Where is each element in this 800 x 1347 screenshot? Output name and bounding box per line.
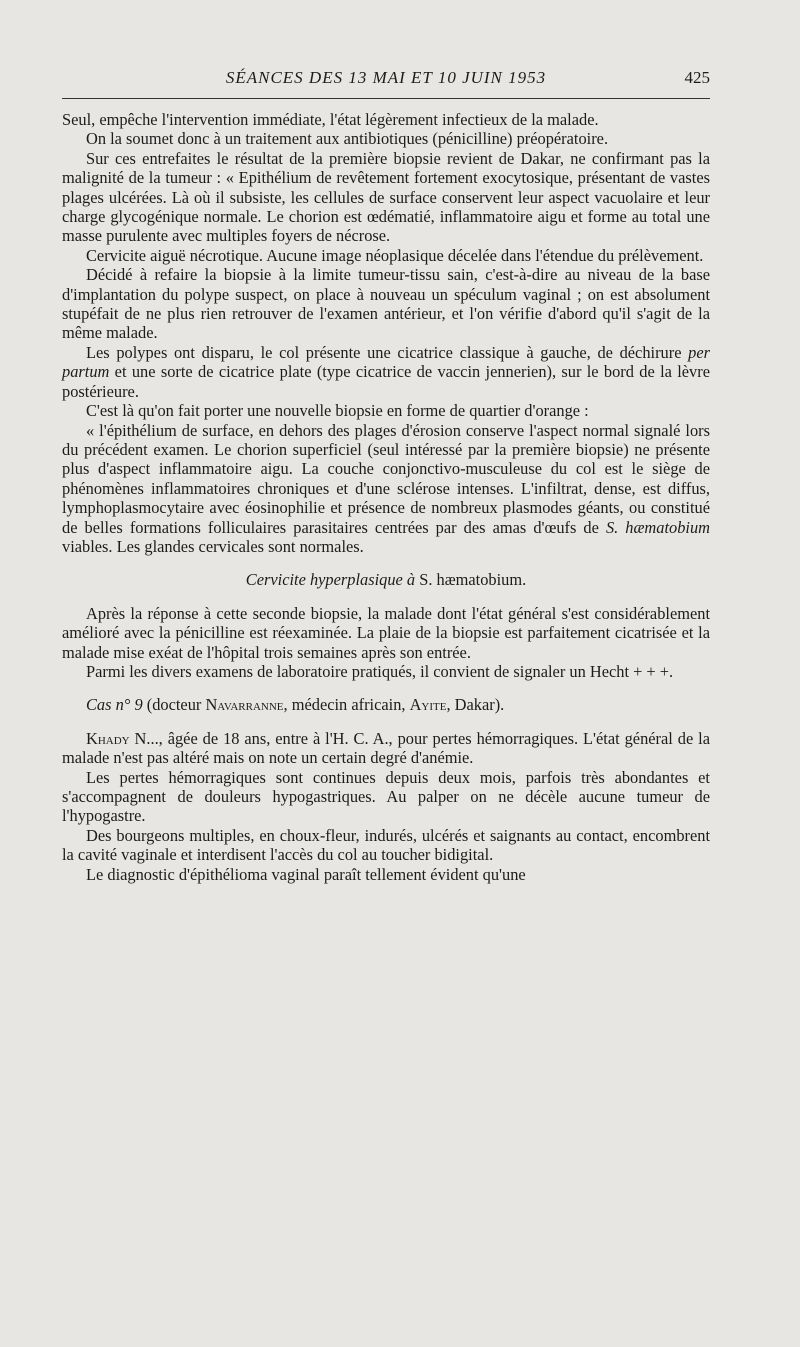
case-heading-c: , Dakar). <box>446 695 505 715</box>
paragraph-8 <box>62 421 710 557</box>
paragraph-7: C'est là qu'on fait porter une nouvelle biopsie en forme de quartier d'orange : <box>86 401 589 421</box>
case-heading-b: , médecin africain, <box>283 695 410 715</box>
paragraph-8-text-b: viables. Les glandes cervicales sont normales. <box>62 536 364 556</box>
paragraph-1: Seul, empêche l'intervention immédiate, l'état légèrement infectieux de la malade. <box>62 110 599 129</box>
paragraph-6-text-b: et une sorte de cicatrice plate (type cicatrice de vaccin jennerien), sur le bord de la lèvre postérieure. <box>62 362 710 401</box>
section-heading-cervicite <box>62 570 710 589</box>
case-heading-a: (docteur <box>142 695 206 715</box>
paragraph-8-text-a: « l'épithélium de surface, en dehors des plages d'érosion conserve l'aspect normal signalé lors du précédent examen. Le chorion superficiel (seul intéressé par la première biopsie) ne présente plus d'aspect inflammatoire aigu. La couche conjonctivo-musculeuse du col est le siège de phénomènes inflammatoires chroniques et d'une sclérose intenses. L'infiltrat, dense, est diffus, lymphoplasmocytaire avec éosinophilie et présence de nombreux plasmodes géants, ou constitué de belles formations folliculaires parasitaires centrées par des amas d'œufs de <box>62 420 710 537</box>
paragraph-6 <box>62 343 710 401</box>
paragraph-6-italic: per partum <box>62 342 710 382</box>
paragraph-14: Le diagnostic d'épithélioma vaginal paraît tellement évident qu'une <box>86 864 526 884</box>
section-heading-rest: S. hæmatobium. <box>415 570 527 590</box>
section-heading-italic: Cervicite hyperplasique à <box>245 570 416 590</box>
paragraph-3: Sur ces entrefaites le résultat de la première biopsie revient de Dakar, ne confirmant pas la malignité de la tumeur : « Epithélium de revêtement fortement exocytosique, présentant de vastes plages ulcérées. Là où il subsiste, les cellules de surface conservent leur aspect vacuolaire et leur charge glycogénique normale. Le chorion est œdématié, inflammatoire aigu et forme au total une masse purulente avec multiples foyers de nécrose. <box>62 148 710 246</box>
case-heading <box>86 695 710 714</box>
patient-name: Khady <box>86 728 130 748</box>
paragraph-13: Des bourgeons multiples, en choux-fleur, indurés, ulcérés et saignants au contact, encombrent la cavité vaginale et interdisent l'accès du col au toucher bidigital. <box>62 825 710 865</box>
paragraph-6-text-a: Les polypes ont disparu, le col présente une cicatrice classique à gauche, de déchirure <box>86 342 689 362</box>
paragraph-10: Parmi les divers examens de laboratoire pratiqués, il convient de signaler un Hecht + + +. <box>86 661 674 681</box>
case-number: Cas n° 9 <box>86 695 143 715</box>
case-second-name: Ayite <box>409 695 447 715</box>
paragraph-5: Décidé à refaire la biopsie à la limite tumeur-tissu sain, c'est-à-dire au niveau de la base d'implantation du polype suspect, on place à nouveau un spéculum vaginal ; on est absolument stupéfait de ne plus rien retrouver de l'examen antérieur, et l'on vérifie d'abord qu'il s'agit de la même malade. <box>62 265 710 343</box>
paragraph-11 <box>62 729 710 768</box>
body-text <box>62 110 710 884</box>
running-title: SÉANCES DES 13 MAI ET 10 JUIN 1953 <box>225 68 547 87</box>
page-number: 425 <box>684 68 710 87</box>
paragraph-11-text: N..., âgée de 18 ans, entre à l'H. C. A., pour pertes hémorragiques. L'état général de la malade n'est pas altéré mais on note un certain degré d'anémie. <box>62 728 710 768</box>
paragraph-4: Cervicite aiguë nécrotique. Aucune image néoplasique décelée dans l'étendue du prélèvement. <box>86 245 704 265</box>
paragraph-9: Après la réponse à cette seconde biopsie, la malade dont l'état général s'est considérablement amélioré avec la pénicilline est réexaminée. La plaie de la biopsie est parfaitement cicatrisée et la malade mise exéat de l'hôpital trois semaines après son entrée. <box>62 603 710 662</box>
paragraph-2: On la soumet donc à un traitement aux antibiotiques (pénicilline) préopératoire. <box>86 129 609 149</box>
paragraph-8-italic: S. hæmatobium <box>605 517 710 537</box>
running-header <box>62 64 710 99</box>
case-doctor-name: Navarranne <box>205 695 284 715</box>
paragraph-12: Les pertes hémorragiques sont continues depuis deux mois, parfois très abondantes et s'accompagnent de douleurs hypogastriques. Au palper on ne décèle aucune tumeur de l'hypogastre. <box>62 767 710 826</box>
